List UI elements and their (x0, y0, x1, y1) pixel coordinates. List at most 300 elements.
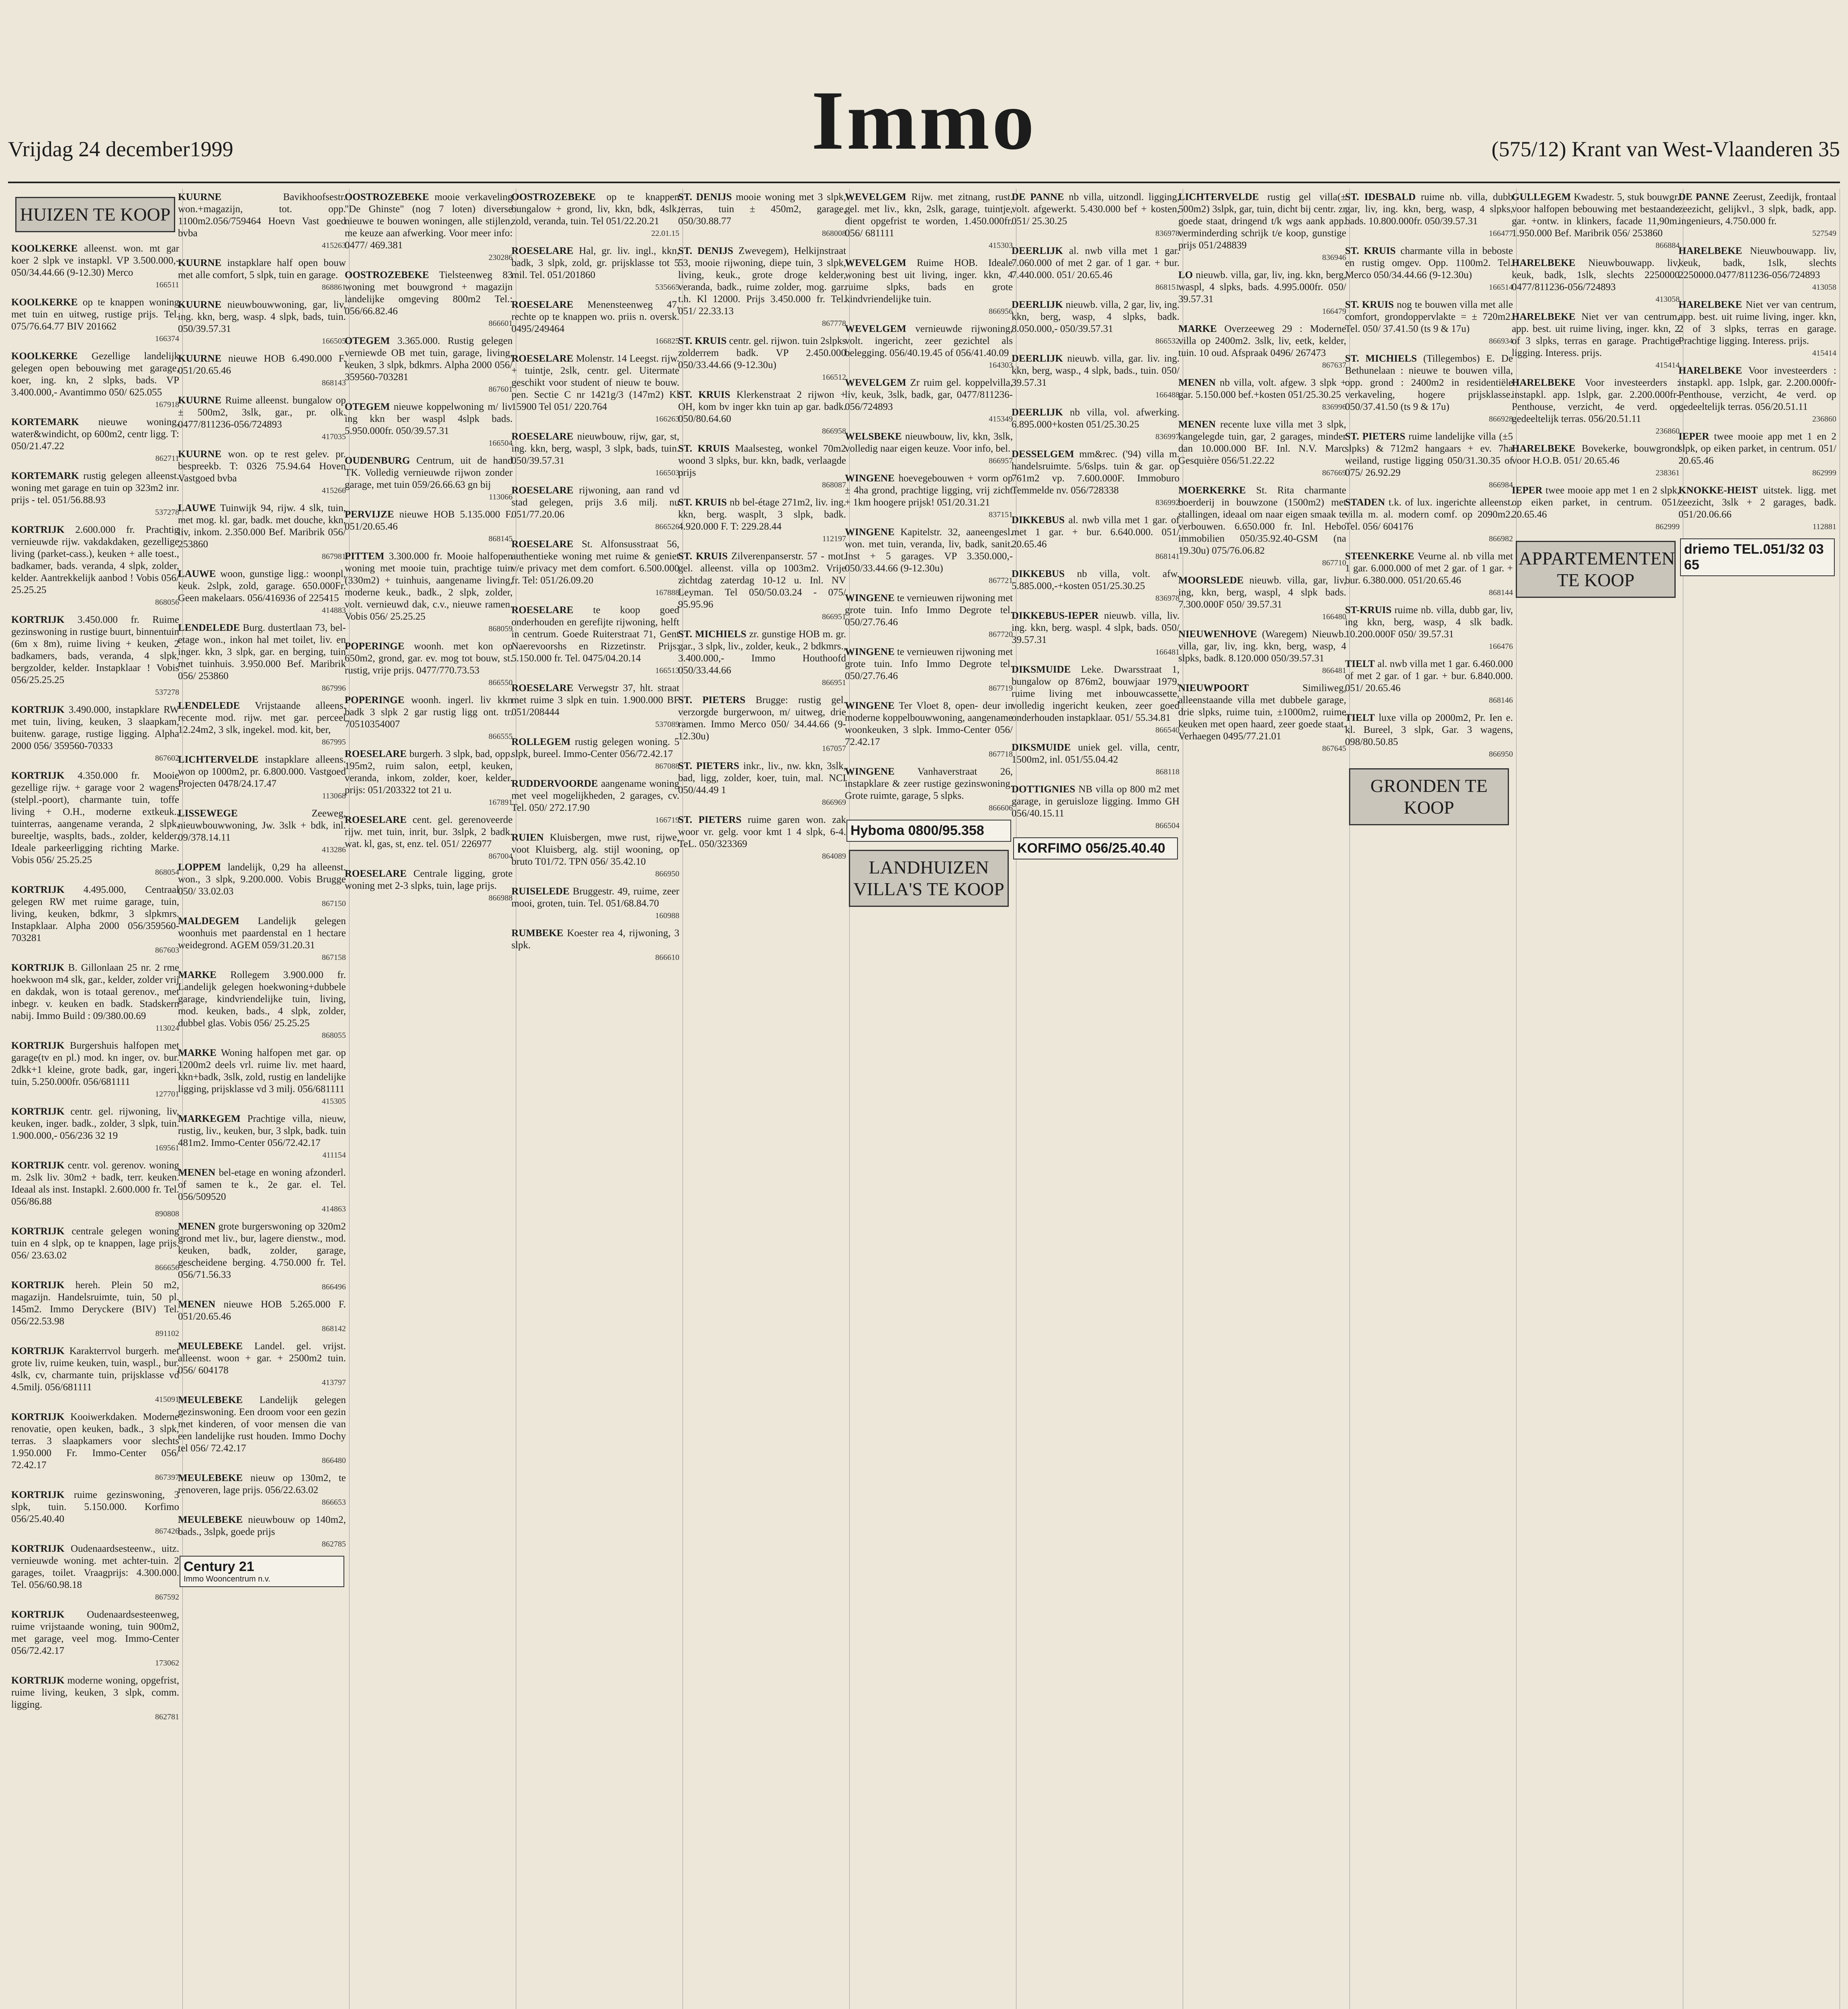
ad-location: GULLEGEM (1512, 192, 1571, 203)
classified-ad (845, 377, 1013, 425)
classified-ad (1012, 245, 1180, 293)
classified-ad (845, 592, 1013, 640)
ad-text: bel-etage en woning afzonderl. of samen te k., 2e gar. el. Tel. 056/509520 (178, 1167, 346, 1202)
classified-ad (11, 1489, 179, 1537)
ad-location: KORTRIJK (11, 770, 65, 781)
classified-ad (1345, 353, 1513, 425)
ad-code: 867637 (1322, 361, 1346, 370)
ad-code: 127701 (155, 1090, 179, 1099)
ad-text: centr. gel. rijwoning, liv, keuken, inger. badk., zolder, 3 slpk, tuin. 1.900.000,- 056/236 32 19 (11, 1106, 179, 1141)
ad-text: nieuwe HOB 5.265.000 F. 051/20.65.46 (178, 1299, 346, 1322)
ad-text: woonh. ingerl. liv kkn badk 3 slpk 2 gar rustig ligg ont. tr. 70510354007 (345, 695, 513, 730)
ad-code: 866610 (655, 953, 679, 962)
ad-code: 864089 (822, 852, 846, 861)
ad-text: twee mooie app met 1 en 2 slpk, op eiken parket, in centrum. 051/ 20.65.46 (1678, 431, 1836, 466)
ad-text: NB villa op 800 m2 met garage, in geruisloze ligging. Immo GH 056/40.15.11 (1012, 784, 1180, 819)
classified-ad (1345, 299, 1513, 347)
ad-code: 868145 (489, 534, 513, 543)
classified-ad (678, 550, 846, 623)
ad-text: t.k. of lux. ingerichte alleenst. villa m. al. modern comf. op 2090m2. Tel. 056/ 604176 (1345, 497, 1513, 532)
ad-text: nb villa, volt. afgew. 3 slpk + gar. 5.150.000 bef.+kosten 051/25.30.25 (1178, 377, 1346, 400)
ad-text: inkr., liv., nw. kkn, 3slk, bad, ligg, zolder, koer, tuin, mal. NCI 050/44.49 1 (678, 761, 846, 796)
ad-code: 866951 (822, 678, 846, 687)
ad-location: ST. KRUIS (678, 551, 728, 562)
ad-text: Bovekerke, bouwgrond voor H.O.B. 051/ 20.65.46 (1512, 443, 1680, 466)
ad-text: rustig gelegen alleenst. woning met garage en tuin op 323m2 inr. prijs - tel. 051/56.88.93 (11, 471, 179, 505)
classified-ad (678, 628, 846, 689)
ad-text: Landel. gel. vrijst. alleenst. woon + gar. + 2500m2 tuin. 056/ 604178 (178, 1341, 346, 1376)
classified-ad (178, 1340, 346, 1389)
ad-code: 868054 (155, 868, 179, 877)
ad-location: ROESELARE (345, 868, 407, 879)
ad-location: ST. DENIJS (678, 192, 732, 203)
classified-ad (11, 1279, 179, 1340)
classified-ad (511, 245, 679, 293)
ad-code: 166825 (655, 337, 679, 346)
classified-ad (511, 927, 679, 964)
ad-text: rustig gel villa(± 500m2) 3slpk, gar, tuin, dicht bij centr. zr goede staat, dringend t/k wgs aank app. verminderding schrijk t/e koop, gunstige prijs 051/248839 (1178, 192, 1346, 251)
ad-location: LICHTERVELDE (178, 754, 259, 765)
ad-text: 2.600.000 fr. Prachtig vernieuwde rijw. vakdakdaken, gezellige living (parket-cass.), keuken + alle toest., badkamer, bads. veranda, 4 slpk, zolder, kelder. Aantrekkelijk aanbod ! Vobis 056/ 25.25.25 (11, 524, 179, 595)
ad-code: 868141 (1155, 552, 1180, 561)
ad-location: LAUWE (178, 569, 216, 579)
classified-ad (178, 1299, 346, 1335)
classified-ad (1012, 514, 1180, 563)
classified-ad (345, 191, 513, 264)
ad-location: KORTRIJK (11, 962, 65, 973)
ad-location: WINGENE (845, 700, 895, 711)
classified-ad (511, 353, 679, 425)
ad-text: Zwevegem), Helkijnstraat 53, mooie rijwoning, diepe tuin, 3 slpk, living, keuk., grote droge kelder, veranda, badk., ruime zolder, mog. gar. t.h. Kl 12000. Prijs 3.450.000 fr. Tel. 051/ 22.33.13 (678, 245, 846, 317)
ad-text: (Waregem) Nieuwb. villa, gar, liv, ing. kkn, berg, wasp, 4 slpks, badk. 8.120.000 050/39.57.31 (1178, 629, 1346, 664)
classified-ad (1512, 191, 1680, 252)
classified-ad (1678, 245, 1836, 293)
classified-ad (678, 443, 846, 491)
ad-location: DIKSMUIDE (1012, 742, 1071, 753)
classified-ad (1178, 191, 1346, 264)
ad-code: 866928 (1489, 415, 1513, 423)
classified-ad (345, 335, 513, 395)
classified-ad (678, 497, 846, 545)
ad-code: 867601 (489, 385, 513, 394)
ad-text: 4.350.000 fr. Mooie gezellige rijw. + garage voor 2 wagens (stelpl.-poort), charmante tuin, toffe living + O.H., moderne extkeuk., tuinterras, aangename veranda, 2 slpk, bureeltje, wasplts, bads., zolder, kelder. Ideale parkeerligging richting Marke. Vobis 056/ 25.25.25 (11, 770, 179, 865)
ad-code: 868151 (1155, 283, 1180, 292)
ad-text: ruime nb. villa, dubb gar, liv, ing kkn, berg, wasp, 4 slk badk. 10.200.000F 050/ 39.57.31 (1345, 605, 1513, 640)
classified-ad (11, 243, 179, 291)
classified-ad (511, 538, 679, 599)
ad-code: 867397 (155, 1473, 179, 1482)
classified-ad (345, 455, 513, 503)
ad-code: 836996 (1322, 403, 1346, 411)
ad-text: op te knappen bungalow + grond, liv, kkn, bdk, 4slk, zold, veranda, tuin. Tel 051/22.20.21 (511, 192, 680, 227)
ad-location: WEVELGEM (845, 323, 906, 334)
classified-ad (11, 614, 179, 698)
classified-ad (345, 814, 513, 862)
classified-ad (178, 969, 346, 1041)
ad-location: LENDELEDE (178, 700, 240, 711)
ad-code: 167888 (655, 588, 679, 597)
ad-code: 535665 (655, 283, 679, 292)
ad-location: IEPER (1678, 431, 1709, 442)
ad-code: 867778 (822, 319, 846, 328)
ad-code: 166512 (822, 373, 846, 382)
ad-code: 236860 (1812, 415, 1836, 423)
ad-location: NIEUWENHOVE (1178, 629, 1257, 640)
ad-location: LO (1178, 270, 1193, 280)
ad-code: 866958 (822, 427, 846, 436)
classified-ad (845, 257, 1013, 317)
ad-location: ROLLEGEM (511, 736, 571, 747)
ad-code: 415263 (322, 241, 346, 250)
ad-location: MENEN (1178, 419, 1216, 430)
century21-sub: Immo Wooncentrum n.v. (184, 1575, 270, 1583)
classified-ad (1012, 299, 1180, 347)
ad-text: Similiweg, alleenstaande villa met dubbele garage, drie slpks, ruime tuin, ±1000m2, ruime keuken met open haard, zeer goede staat. Verhaegen 0495/77.21.01 (1178, 683, 1346, 742)
ad-code: 867720 (989, 630, 1013, 639)
classified-ad (511, 832, 679, 880)
ad-text: 3.365.000. Rustig gelegen verniewde OB met tuin, garage, living, keuken, 3 slpk, bdkmrs. Alpha 2000 056/ 359560-703281 (345, 336, 513, 383)
ad-location: LICHTERVELDE (1178, 192, 1259, 203)
ad-location: ST. KRUIS (678, 443, 730, 454)
ad-location: ROESELARE (511, 299, 574, 310)
ad-location: KORTEMARK (11, 471, 79, 481)
ad-code: 866481 (1322, 666, 1346, 675)
issue-date: Vrijdag 24 december1999 (8, 137, 233, 161)
ad-code: 415303 (989, 241, 1013, 250)
ad-location: TIELT (1345, 712, 1375, 723)
page-title: Immo (811, 74, 1037, 167)
ad-location: KORTRIJK (11, 1160, 65, 1171)
ad-location: DIKSMUIDE (1012, 664, 1071, 675)
ad-code: 867150 (322, 899, 346, 908)
ad-code: 414883 (322, 606, 346, 615)
ad-text: nieuwb. villa, gar, liv, ing. kkn, berg, waspl, 4 slpks, bads. 4.995.000fr. 050/ 39.57.31 (1178, 270, 1347, 305)
ad-code: 411154 (322, 1151, 346, 1160)
ad-code: 415414 (1812, 349, 1836, 358)
classified-ad (1012, 448, 1180, 509)
classified-ad (11, 1411, 179, 1483)
ad-location: ROESELARE (345, 749, 407, 759)
ad-text: Prachtige villa, nieuw, rustig, liv., keuken, bur, 3 slpk, badk. tuin 481m2. Immo-Center 056/72.42.17 (178, 1113, 346, 1148)
ad-code: 167891 (489, 798, 513, 807)
ad-text: Karakterrvol burgerh. met grote liv, ruime keuken, tuin, waspl., bur. 4slk, cv, charmante tuin, prijsklasse vd 4.5milj. 056/681111 (11, 1346, 180, 1393)
ad-text: Hal, gr. liv. ingl., kkn, badk, 3 slpk, zold, gr. prijsklasse tot 5 mil. Tel. 051/201860 (511, 245, 680, 280)
ad-location: KORTRIJK (11, 1106, 65, 1117)
classified-ad (511, 886, 679, 922)
ad-location: KUURNE (178, 449, 222, 460)
ad-text: Overzeeweg 29 : Moderne villa op 2400m2. 3slk, liv, eetk, kelder, tuin. 10 oud. Afspraak 0496/ 267473 (1178, 323, 1346, 358)
ad-location: MARKEGEM (178, 1113, 241, 1124)
ad-location: MENEN (178, 1221, 216, 1232)
ad-code: 866480 (322, 1456, 346, 1465)
ad-location: KUURNE (178, 353, 222, 364)
ad-code: 867669 (1322, 468, 1346, 477)
ad-code: 167918 (155, 400, 179, 409)
classified-ad (1178, 628, 1346, 677)
ad-text: 3.300.000 fr. Mooie halfopen woning met mooie tuin, prachtige tuin (330m2) + tuinhuis, aangename living, moderne keuk., badk., 2 slpk, zolder, volt. vernieuwd dak, c.v., nieuwe ramen. Vobis 056/ 25.25.25 (345, 551, 513, 622)
classified-ad (511, 191, 679, 239)
classified-ad (511, 431, 679, 479)
ad-code: 166477 (1489, 229, 1513, 238)
ad-text: Nieuwbouwapp. liv, keuk, badk, 1slk, slechts 2250000 0477/811236-056/724893 (1512, 258, 1680, 293)
ad-code: 867995 (322, 738, 346, 747)
ad-text: nb bel-étage 271m2, liv. ing. kkn, berg. wasplt, 3 slpk, badk. 4.920.000 F. T: 229.28.44 (678, 497, 846, 532)
ad-code: 238361 (1656, 468, 1680, 477)
header-rule (8, 182, 1840, 183)
ad-location: MARKE (178, 970, 217, 980)
ad-text: Centrum, uit de hand TK. Volledig vernieuwde rijwon zonder garage, met tuin 059/26.66.63 gn bij (345, 455, 513, 490)
ad-code: 413058 (1812, 283, 1836, 292)
classified-ad (345, 640, 513, 689)
ad-location: OTEGEM (345, 401, 390, 412)
ad-code: 868118 (1155, 767, 1180, 776)
ad-text: nieuwbouw op 140m2, bads., 3slpk, goede prijs (178, 1514, 346, 1537)
ad-location: HARELBEKE (1512, 443, 1576, 454)
ad-text: nb villa, volt. afw. 5.885.000,-+kosten 051/25.30.25 (1012, 569, 1180, 591)
ad-text: Vrijstaande alleens. recente mod. rijw. met gar. perceel 12.24m2, 3 slk, ingekel. mod. kit, ber, (178, 700, 346, 735)
ad-location: KORTRIJK (11, 1489, 65, 1500)
ad-text: Ruime HOB. Ideale woning best uit living, inger. kkn, 4 ruime slpks, bads en grote kindvriendelijke tuin. (845, 258, 1013, 305)
classified-ad (178, 502, 346, 563)
ad-code: 414863 (322, 1205, 346, 1213)
ad-code: 417035 (322, 432, 346, 441)
ad-location: ST. KRUIS (678, 497, 727, 508)
ad-code: 866988 (489, 894, 513, 902)
ad-code: 866606 (989, 804, 1013, 812)
ad-location: KUURNE (178, 192, 222, 203)
classified-ad (1178, 575, 1346, 623)
ad-text: St. Rita charmante boerderij in bouwzone (1500m2) met stallingen, ideaal om naar eigen smaak te verbouwen. 6.650.000 fr. Inl. Hebo immobilien 050/35.92.40-GSM (na 19.30u) 075/76.06.82 (1178, 485, 1346, 556)
classified-ad (678, 389, 846, 437)
classified-ad (11, 1160, 179, 1220)
classified-ad (11, 1345, 179, 1405)
ad-code: 862711 (155, 454, 179, 463)
ad-code: 867718 (989, 750, 1013, 759)
ad-location: KOOLKERKE (11, 351, 78, 362)
ad-code: 866653 (322, 1498, 346, 1507)
ad-code: 167057 (822, 744, 846, 753)
classified-ad (11, 416, 179, 464)
ad-code: 866884 (1656, 241, 1680, 250)
classified-ad (1012, 353, 1180, 401)
ad-location: MEULEBEKE (178, 1473, 243, 1483)
ad-code: 867719 (989, 684, 1013, 693)
ad-location: RUIEN (511, 832, 544, 843)
classified-ad (345, 748, 513, 808)
ad-location: KORTRIJK (11, 1226, 65, 1237)
column-9 (1342, 189, 1517, 2009)
ad-text: Oudenaardsesteenweg, ruime vrijstaande woning, tuin 900m2, met garage, veel mog. Immo-Center 056/72.42.17 (11, 1609, 179, 1656)
ad-text: uniek gel. villa, centr, 1500m2, inl. 051/55.04.42 (1012, 742, 1180, 765)
ad-code: 866934 (1489, 337, 1513, 346)
ad-code: 866956 (989, 307, 1013, 316)
classified-ad (678, 245, 846, 329)
ad-text: Menensteenweg 47, rechte op te knappen wo. priis n. oversk. 0495/249464 (511, 299, 679, 334)
ad-location: KORTRIJK (11, 884, 65, 895)
ad-text: Klerkenstraat 2 rijwon + OH, kom bv inger kkn tuin ap gar. badk. 050/80.64.60 (678, 389, 846, 424)
classified-ad (11, 704, 179, 764)
ad-text: nieuwb. villa, liv. ing. kkn, berg. waspl. 4 slpk, bads. 050/ 39.57.31 (1012, 610, 1180, 645)
ad-text: nog te bouwen villa met alle comfort, grondoppervlakte = ± 720m2. Tel. 050/ 37.41.50 (ts 9 & 17u) (1345, 299, 1513, 334)
ad-text: (Tillegembos) E. De Bethunelaan : nieuwe te bouwen villa, opp. grond : 2400m2 in residentiële verkaveling, hogere prijsklasse. 050/37.41.50 (ts 9 & 17u) (1345, 353, 1513, 412)
classified-ad (11, 1609, 179, 1669)
classified-ad (511, 604, 679, 677)
ad-text: mm&rec. ('94) villa m. handelsruimte. 5/6slps. tuin & gar. op 761m2 vp. 7.600.000F. Immoburo Temmelde nv. 056/728338 (1012, 449, 1180, 496)
ad-code: 415414 (1656, 361, 1680, 370)
ad-location: ST. MICHIELS (1345, 353, 1417, 364)
ad-code: 866504 (1155, 821, 1180, 830)
ad-location: ST. PIETERS (678, 814, 742, 825)
classified-ad (511, 299, 679, 347)
classified-ad (1178, 377, 1346, 413)
classified-ad (1678, 191, 1836, 239)
ad-text: Zr ruim gel. koppelvilla, liv, keuk, 3slk, badk, gar, 0477/811236-056/724893 (845, 377, 1013, 412)
ad-text: centr. vol. gerenov. woning m. 2slk liv. 30m2 + badk, terr. keuken. Ideaal als inst. Instapkl. 2.600.000 fr. Tel. 056/86.88 (11, 1160, 179, 1207)
ad-code: 866982 (1489, 534, 1513, 543)
ad-location: ST. KRUIS (1345, 245, 1396, 256)
ad-code: 862781 (155, 1712, 179, 1721)
column-1 (8, 189, 183, 2009)
ad-code: 867004 (489, 852, 513, 861)
ad-location: ST. KRUIS (678, 336, 727, 346)
ad-location: RUDDERVOORDE (511, 778, 598, 789)
ad-text: nieuwbouwwoning, gar, liv, ing. kkn, berg, wasp. 4 slpk, bads, tuin. 050/39.57.31 (178, 299, 346, 334)
ad-text: mooie woning met 3 slpk, terras, tuin ± 450m2, garage, 050/30.88.77 (678, 192, 846, 227)
ad-location: DE PANNE (1678, 192, 1730, 203)
classified-ad (178, 1047, 346, 1107)
classified-ad (1012, 610, 1180, 658)
ad-text: St. Alfonsusstraat 56, authentieke woning met ruime & geniet v/e privacy met dem comfort. 6.500.000 fr. Tel: 051/26.09.20 (511, 539, 679, 586)
ad-location: MEULEBEKE (178, 1514, 243, 1525)
column-7 (1008, 189, 1183, 2009)
classified-ad (178, 1514, 346, 1550)
section-appartementen: APPARTEMENTEN TE KOOP (1516, 541, 1676, 598)
ad-code: 173062 (155, 1659, 179, 1667)
classified-ad (1512, 377, 1680, 437)
classified-ad (178, 700, 346, 748)
classified-ad (178, 861, 346, 910)
ad-text: te koop goed onderhouden en gerefijte rijwoning, helft in centrum. Goede Ruiterstraat 71, Gent Naerevoorshs en Rizzetinstr. Prijs: 5.150.000 fr. Tel. 0475/04.20.14 (511, 605, 679, 664)
ad-text: uitstek. ligg. met zeezicht, 3slk + 2 garages, badk. 051/20.06.66 (1678, 485, 1837, 520)
ad-location: MARKE (178, 1047, 217, 1058)
ad-text: Niet ver van centrum, app. best. uit ruime living, inger. kkn, 2 of 3 slpks, terras en garage. Prachtige ligging. Interess. prijs. (1678, 299, 1837, 346)
classified-ad (11, 1106, 179, 1154)
ad-text: Rollegem 3.900.000 fr. Landelijk gelegen hoekwoning+dubbele garage, kindvriendelijke tuin, living, mod. keuken, bads., 4 slpk, zolder, dubbel glas. Vobis 056/ 25.25.25 (178, 970, 346, 1029)
ad-code: 862999 (1812, 468, 1836, 477)
classified-ad (345, 269, 513, 329)
ad-code: 866957 (989, 456, 1013, 465)
ad-location: KORTRIJK (11, 614, 65, 625)
classified-ad (178, 1113, 346, 1161)
classified-ad (845, 766, 1013, 814)
ad-location: MENEN (178, 1299, 216, 1310)
ad-code: 415091 (155, 1395, 179, 1404)
ad-location: MEULEBEKE (178, 1341, 243, 1352)
ad-text: luxe villa op 2000m2, Pr. Ien e. kl. Bureel, 3 slpk, Gar. 3 wagens, 098/80.50.85 (1345, 712, 1513, 747)
classified-ad (178, 395, 346, 443)
ad-code: 836997 (1155, 432, 1180, 441)
classified-ad (178, 1472, 346, 1508)
ad-text: Centrale ligging, grote woning met 2-3 slpks, tuin, lage prijs. (345, 868, 513, 891)
ad-text: nieuwe HOB 5.135.000 F. 051/20.65.46 (345, 509, 513, 532)
ad-text: 4.495.000, Centraal gelegen RW met ruime garage, tuin, living, keuken, bdkmr, 3 slpkmrs. Instapklaar. Alpha 2000 056/359560-703281 (11, 884, 180, 943)
classified-ad (1178, 485, 1346, 569)
column-11 (1675, 189, 1840, 2009)
ad-text: ruime garen won. zak woor vr. gelg. voor kmt 1 4 slpk, 6-4. TeL. 050/323369 (678, 814, 846, 849)
ad-text: Kluisbergen, mwe rust, rijwe, voot Kluisberg, alg. stijl wooning, op bruto T01/72. TPN 056/ 35.42.10 (511, 832, 679, 867)
ad-code: 867996 (322, 684, 346, 693)
ad-location: DEERLIJK (1012, 299, 1063, 310)
classified-ad (345, 550, 513, 635)
section-gronden: GRONDEN TE KOOP (1349, 768, 1509, 825)
ad-code: 112197 (822, 534, 846, 543)
classified-ad (1345, 604, 1513, 653)
ad-code: 867645 (1322, 744, 1346, 753)
ad-location: DEERLIJK (1012, 407, 1063, 418)
ad-location: LOPPEM (178, 862, 221, 873)
classified-ad (1012, 407, 1180, 443)
ad-code: 537278 (155, 688, 179, 697)
classified-ad (845, 431, 1013, 467)
ad-code: 164303 (989, 361, 1013, 370)
classified-ad (178, 448, 346, 497)
ad-location: MENEN (1178, 377, 1216, 388)
ad-code: 866496 (322, 1283, 346, 1291)
ad-code: 166479 (1322, 307, 1346, 316)
ad-location: WEVELGEM (845, 377, 906, 388)
ad-location: MALDEGEM (178, 916, 239, 927)
ad-location: KORTRIJK (11, 1346, 65, 1356)
ad-location: KORTRIJK (11, 1280, 65, 1291)
ad-code: 166505 (322, 337, 346, 346)
ad-code: 866601 (489, 319, 513, 328)
ad-code: 867158 (322, 953, 346, 962)
ad-text: instapklare half open bouw met alle comfort, 5 slpk, tuin en garage. (178, 258, 346, 280)
ad-location: PITTEM (345, 551, 384, 562)
classified-ad (11, 770, 179, 878)
ad-code: 836978 (1155, 594, 1180, 603)
ad-code: 867592 (155, 1593, 179, 1602)
ad-location: KORTEMARK (11, 417, 79, 428)
ad-location: WINGENE (845, 766, 895, 777)
ad-text: nieuwbouw, rijw, gar, st, ing. kkn, berg, waspl, 3 slpk, bads, tuin. 050/39.57.31 (511, 431, 679, 466)
ad-location: DIKKEBUS (1012, 515, 1065, 526)
page-header (8, 64, 1840, 181)
ad-text: op te knappen woning met tuin en uitweg, rustige prijs. Tel. 075/76.64.77 BIV 201662 (11, 297, 180, 332)
ad-text: charmante villa in beboste en rustig omgev. Opp. 1100m2. Tel. Merco 050/34.44.66 (9-12.30u) (1345, 245, 1513, 280)
ad-code: 891102 (155, 1329, 179, 1338)
ad-text: Verwegstr 37, hlt. straat met ruime 3 slpk en tuin. 1.900.000 BF 051/208444 (511, 683, 679, 718)
classified-ad (178, 622, 346, 694)
classified-columns (8, 189, 1840, 2009)
ad-text: al. nwb villa met 1 gar. of met 1 gar. + bur. 6.640.000. 051/ 20.65.46 (1012, 515, 1180, 550)
ad-text: 3.490.000, instapklare RW met tuin, living, keuken, 3 slaapkam, buitenw. garage, rustige ligging. Alpha 2000 056/ 359560-70333 (11, 704, 179, 751)
ad-location: WINGENE (845, 473, 895, 484)
ad-text: landelijk, 0,29 ha alleenst. won., 3 slpk, 9.200.000. Vobis Brugge 050/ 33.02.03 (178, 862, 346, 897)
column-4 (508, 189, 683, 2009)
ad-location: HARELBEKE (1678, 299, 1742, 310)
ad-code: 166511 (155, 280, 179, 289)
ad-code: 166263 (655, 415, 679, 423)
ad-location: MEULEBEKE (178, 1395, 243, 1405)
ad-location: HARELBEKE (1512, 311, 1576, 322)
ad-code: 113066 (489, 493, 513, 501)
classified-ad (845, 646, 1013, 694)
ad-code: 867426 (155, 1527, 179, 1536)
ad-code: 867602 (155, 754, 179, 763)
ad-text: Woning halfopen met gar. op 1200m2 deels vrl. ruime liv. met haard, kkn+badk, 3slk, zold, rustig en landelijke ligging, prijsklasse vd 3 milj. 056/681111 (178, 1047, 346, 1095)
ad-text: woon, gunstige ligg.: woonpl, keuk. 2slpk, zold, garage. 650.000Fr. Geen makelaars. 056/416936 of 225415 (178, 569, 346, 604)
